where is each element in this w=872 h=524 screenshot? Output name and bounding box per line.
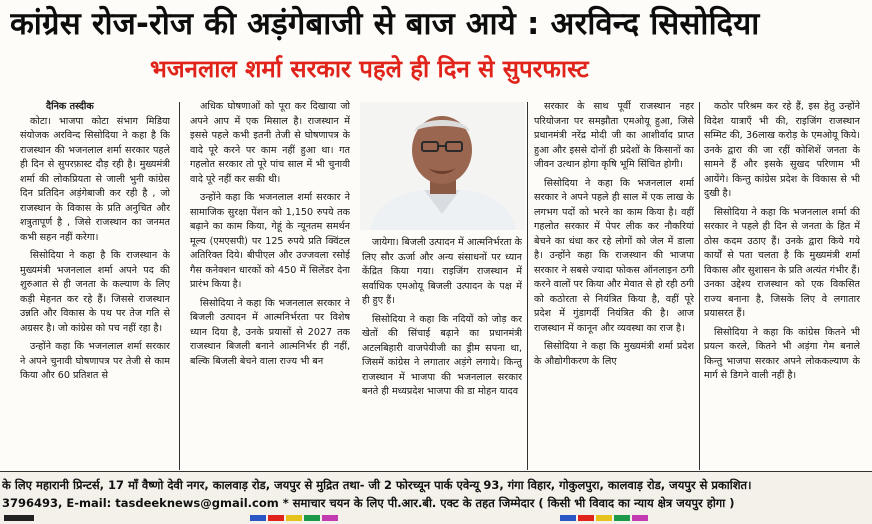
paragraph: उन्होंने कहा कि भजनलाल शर्मा सरकार ने अपने चुनावी घोषणापत्र पर तेजी से काम किया और 60 प्रतिशत से (20, 341, 170, 381)
paragraph: सिसोदिया ने कहा कि कांग्रेस कितने भी प्रयत्न करले, कितने भी अड़ंगा गेम बनाले किन्तु भाजपा सरकार अपने लोककल्याण के मार्ग से डिगने वाली नहीं है। (704, 326, 860, 381)
article-column-1 (20, 100, 170, 472)
paragraph: सिसोदिया ने कहा कि भजनलाल शर्मा की सरकार ने पहले ही दिन से जनता के हित में ठोस कदम उठाए हैं। उनके द्वारा किये गये कार्यों से पता चलता है कि मुख्यमंत्री शर्मा विकास और सुशासन के प्रति अत्यंत गंभीर हैं। उनका उद्देश्य राजस्थान को एक विकसित राज्य बनाना है, जिसके लिए वे लगातार प्रयासरत हैं। (704, 206, 860, 319)
paragraph: सिसोदिया ने कहा कि मुख्यमंत्री शर्मा प्रदेश के औद्योगीकरण के लिए (534, 341, 694, 367)
imprint-line-1: के लिए महारानी प्रिन्टर्स, 17 माँ वैष्णो देवी नगर, कालवाड़ रोड, जयपुर से मुद्रित तथा- जी 2 फोरच्यून पार्क एवेन्यू 93, गंगा विहार, गोकुलपुरा, कालवाड़ रोड, जयपुर से प्रकाशित। (2, 478, 752, 492)
paragraph: सिसोदिया ने कहा कि भजनलाल शर्मा सरकार ने अपने पहले ही साल में एक लाख के लगभग पदों को भरने का काम किया है। वहीं गहलोत सरकार में पेपर लीक कर नौकरियां बेचने का धंधा कर रहे लोगों को जेल में डाला है। उन्होंने कहा कि राजस्थान की भाजपा सरकार ने सबसे ज्यादा फोकस ऑनलाइन ठगी करने वालों पर किया और मेवात से हो रही ठगी को कठोरता से नियंत्रित किया है, वहीं पूरे प्रदेश में गुंडागर्दी नियंत्रित की है। आज राजस्थान में कानून और व्यवस्था का राज है। (534, 177, 694, 334)
column-divider (699, 102, 700, 470)
column-divider (179, 102, 180, 470)
paragraph: सिसोदिया ने कहा कि भजनलाल सरकार ने बिजली उत्पादन में आत्मनिर्भरता पर विशेष ध्यान दिया है, उनके प्रयासों से 2027 तक राजस्थान बिजली बनाने आत्मनिर्भर ही नहीं, बल्कि बिजली बेचने वाला राज्य भी बन (190, 297, 350, 367)
color-registration-strip (0, 512, 872, 524)
paragraph: जायेगा। बिजली उत्पादन में आत्मनिर्भरता के लिए सौर ऊर्जा और अन्य संसाधनों पर ध्यान केंद्रित किया गया। राइजिंग राजस्थान में सर्वाधिक एमओयू बिजली उत्पादन के पक्ष में ही हुए हैं। (362, 237, 522, 306)
person-photo (360, 102, 525, 230)
subheadline: भजनलाल शर्मा सरकार पहले ही दिन से सुपरफास्ट (150, 55, 589, 83)
paragraph: सिसोदिया ने कहा कि नदियों को जोड़ कर खेतों की सिंचाई बढ़ाने का प्रधानमंत्री अटलबिहारी वाजपेयीजी का ड्रीम सपना था, जिसमें कांग्रेस ने लगातार अड़ंगे लगाये। किन्तु राजस्थान में भाजपा की भजनलाल सरकार बनते ही मध्यप्रदेश भाजपा की डा मोहन यादव (362, 313, 522, 397)
article-column-5 (704, 100, 860, 472)
column-divider (527, 102, 528, 470)
paragraph: सिसोदिया ने कहा है कि राजस्थान के मुख्यमंत्री भजनलाल शर्मा अपने पद की शुरुआत से ही जनता के कल्याण के लिए कड़ी मेहनत कर रहे हैं। जिससे राजस्थान उन्नति और विकास के पथ पर तेज गति से अग्रसर है। जो कांग्रेस को पच नहीं रहा है। (20, 250, 170, 334)
imprint-line-2: 3796493, E-mail: tasdeeknews@gmail.com * समाचार चयन के लिए पी.आर.बी. एक्ट के तहत जिम्मेदार ( किसी भी विवाद का न्याय क्षेत्र जयपुर होगा ) (2, 496, 735, 510)
paragraph: उन्होंने कहा कि भजनलाल शर्मा सरकार ने सामाजिक सुरक्षा पेंशन को 1,150 रुपये तक बढ़ाने का काम किया, गेहूं के न्यूनतम समर्थन मूल्य (एमएसपी) पर 125 रुपये प्रति क्विंटल अतिरिक्त दिये। बीपीएल और उज्जवला रसोई गैस कनेक्शन धारकों को 450 में सिलेंडर देना प्रारंभ किया है। (190, 192, 350, 290)
headline: कांग्रेस रोज-रोज की अड़ंगेबाजी से बाज आये : अरविन्द सिसोदिया (10, 6, 760, 42)
article-column-3 (362, 236, 522, 472)
paragraph: अधिक घोषणाओं को पूरा कर दिखाया जो अपने आप में एक मिसाल है। राजस्थान में इससे पहले कभी इतनी तेजी से घोषणापत्र के वादे पूरे करने पर काम नहीं हुआ था। गत गहलोत सरकार तो पूरे पांच साल में भी चुनावी वादे पूरे नहीं कर सकी थी। (190, 101, 350, 185)
paragraph: कोटा। भाजपा कोटा संभाग मिडिया संयोजक अरविन्द सिसोदिया ने कहा है कि राजस्थान की भजनलाल शर्मा सरकार पहले ही दिन से सुपरफ़ास्ट दौड़ रही है। मुख्यमंत्री शर्मा की लोकप्रियता से जाली भुनी कांग्रेस दिन प्रतिदिन अड़ंगेबाजी कर रही है , जो राजस्थान के विकास के प्रति अनुचित और शत्रुतापूर्ण है , जिसे राजस्थान का जनमत कभी सहन नहीं करेगा। (20, 115, 170, 243)
paragraph: सरकार के साथ पूर्वी राजस्थान नहर परियोजना पर समझौता एमओयू हुआ, जिसे प्रधानमंत्री नरेंद्र मोदी जी का आशीर्वाद प्राप्त हुआ और इससे दोनों ही प्रदेशों के किसानों का जीवन उत्थान होगा कृषि भूमि सिंचित होगी। (534, 101, 694, 170)
paragraph: कठोर परिश्रम कर रहे हैं, इस हेतु उन्होंने विदेश यात्राएँ भी की, राइजिंग राजस्थान सम्मिट की, 36लाख करोड़ के एमओयू किये। उनके द्वारा की जा रहीं कोशिशें जनता के सामने हैं और इसके सुखद परिणाम भी आयेंगे। किन्तु कांग्रेस प्रदेश के विकास से भी दुखी है। (704, 101, 860, 199)
article-column-4 (534, 100, 694, 472)
dateline: दैनिक तस्दीक (46, 101, 94, 112)
article-column-2 (190, 100, 350, 472)
